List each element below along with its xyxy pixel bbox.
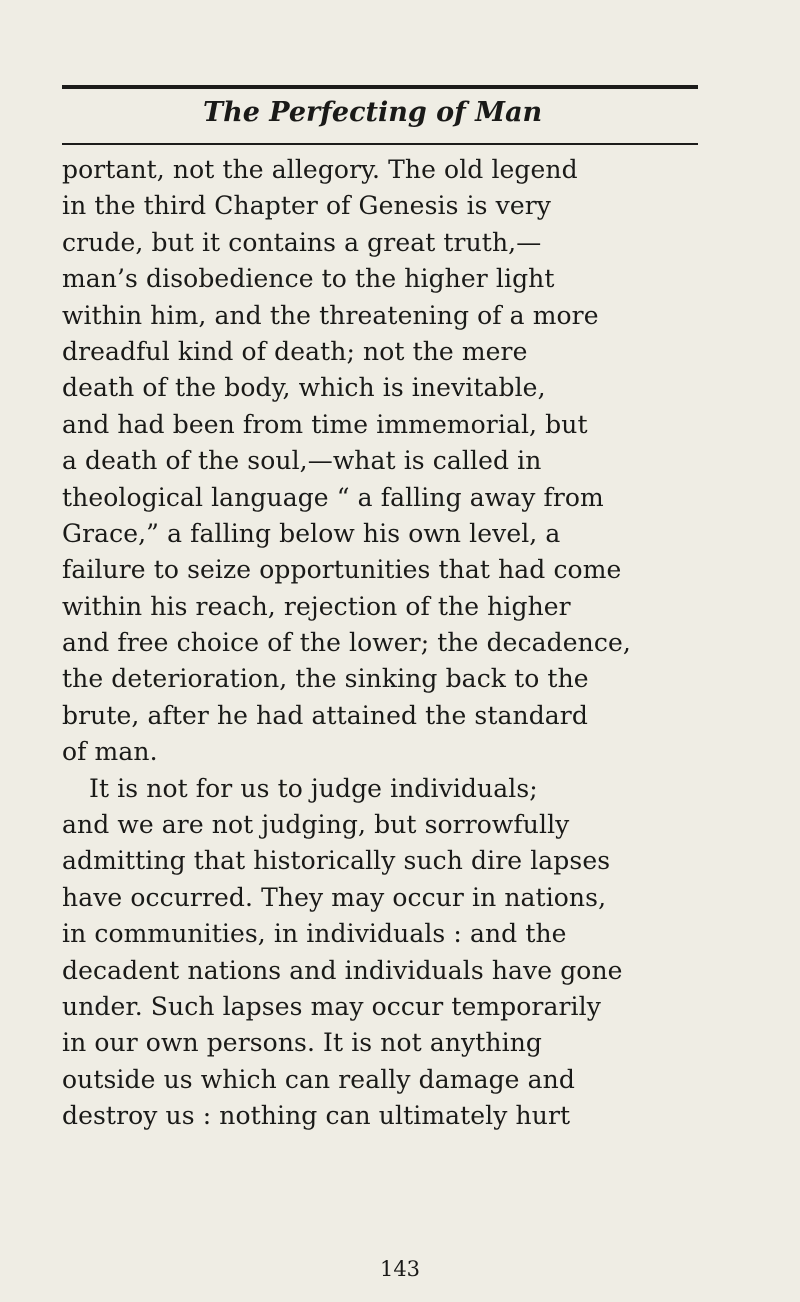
text-line: failure to seize opportunities that had come [62, 555, 622, 585]
text-line: in the third Chapter of Genesis is very [62, 191, 552, 221]
text-line: Grace,” a falling below his own level, a [62, 518, 561, 548]
page-number: 143 [379, 1257, 421, 1281]
text-line: man’s disobedience to the higher light [62, 264, 555, 294]
text-line: crude, but it contains a great truth,— [62, 227, 542, 257]
running-title: The Perfecting of Man [203, 97, 543, 128]
text-line: outside us which can really damage and [62, 1064, 575, 1094]
text-line: dreadful kind of death; not the mere [62, 336, 528, 366]
text-line: of man. [62, 737, 158, 767]
text-line: decadent nations and individuals have gone [62, 955, 623, 985]
text-line: and had been from time immemorial, but [62, 409, 588, 439]
text-line: brute, after he had attained the standard [62, 700, 588, 730]
text-line: a death of the soul,—what is called in [62, 446, 542, 476]
header-top-rule [62, 85, 698, 89]
header-underline-rule [62, 143, 698, 145]
text-line: theological language “ a falling away from [62, 482, 604, 512]
text-line: destroy us : nothing can ultimately hurt [62, 1101, 571, 1131]
text-line: have occurred. They may occur in nations, [62, 882, 607, 912]
text-line: the deterioration, the sinking back to the [62, 664, 589, 694]
text-line: admitting that historically such dire lapses [62, 846, 611, 876]
text-line: It is not for us to judge individuals; [89, 773, 538, 803]
text-line: in our own persons. It is not anything [62, 1028, 543, 1058]
text-line: within him, and the threatening of a more [62, 300, 599, 330]
text-line: portant, not the allegory. The old legend [62, 155, 578, 184]
body-text [62, 152, 714, 1135]
text-line: and we are not judging, but sorrowfully [62, 810, 570, 840]
text-line: in communities, in individuals : and the [62, 919, 567, 949]
text-line: and free choice of the lower; the decadence, [62, 628, 631, 658]
text-line: death of the body, which is inevitable, [62, 373, 546, 403]
text-line: within his reach, rejection of the higher [62, 591, 571, 621]
text-line: under. Such lapses may occur temporarily [62, 991, 601, 1021]
